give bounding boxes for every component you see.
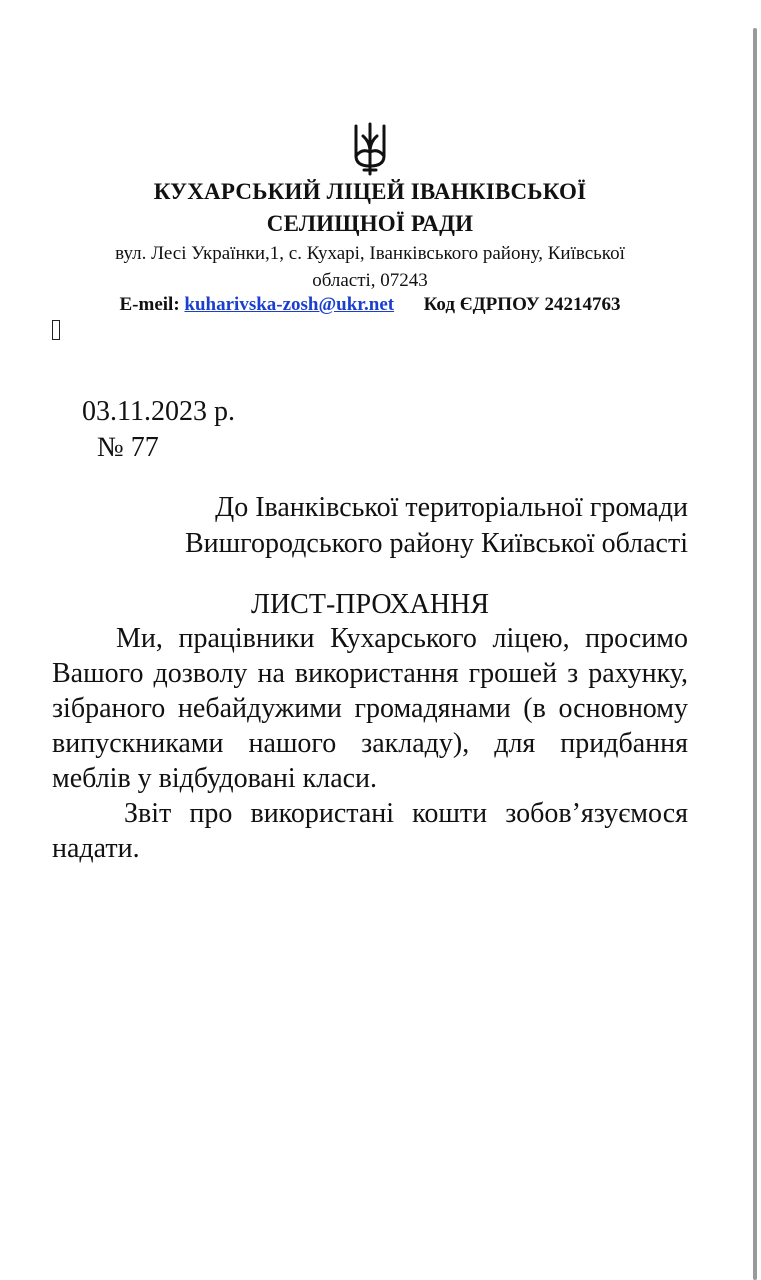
letter-body <box>52 621 688 866</box>
email-link[interactable]: kuharivska-zosh@ukr.net <box>184 294 395 315</box>
organization-address <box>40 240 700 294</box>
missing-glyph-box <box>52 320 60 340</box>
address-line2: області, 07243 <box>312 270 428 291</box>
contact-line <box>40 292 700 318</box>
email-label: E-meil: <box>119 294 180 315</box>
address-line1: вул. Лесі Українки,1, с. Кухарі, Іванківського району, Київської <box>115 243 625 264</box>
recipient-block <box>128 490 688 562</box>
body-paragraph-1: Ми, працівники Кухарського ліцею, просимо Вашого дозволу на використання грошей з рахунку, зібраного небайдужими громадянами (в основному випускниками нашого закладу), для придбання меблів у відбудовані класи. <box>52 623 688 794</box>
recipient-line1: До Іванківської територіальної громади <box>215 492 688 523</box>
letter-date: 03.11.2023 р. <box>82 396 235 427</box>
vertical-scrollbar[interactable] <box>753 28 757 1280</box>
document-title: ЛИСТ-ПРОХАННЯ <box>250 589 490 620</box>
recipient-line2: Вишгородського району Київської області <box>184 528 688 559</box>
edrpou-code: Код ЄДРПОУ 24214763 <box>423 294 621 315</box>
body-paragraph-2: Звіт про використані кошти зобов’язуємося надати. <box>52 798 688 864</box>
letter-number: № 77 <box>97 432 159 463</box>
trident-coat-of-arms-icon <box>350 122 390 176</box>
organization-name <box>60 176 680 240</box>
organization-name-line1: КУХАРСЬКИЙ ЛІЦЕЙ ІВАНКІВСЬКОЇ <box>153 179 587 204</box>
organization-name-line2: СЕЛИЩНОЇ РАДИ <box>266 211 474 236</box>
